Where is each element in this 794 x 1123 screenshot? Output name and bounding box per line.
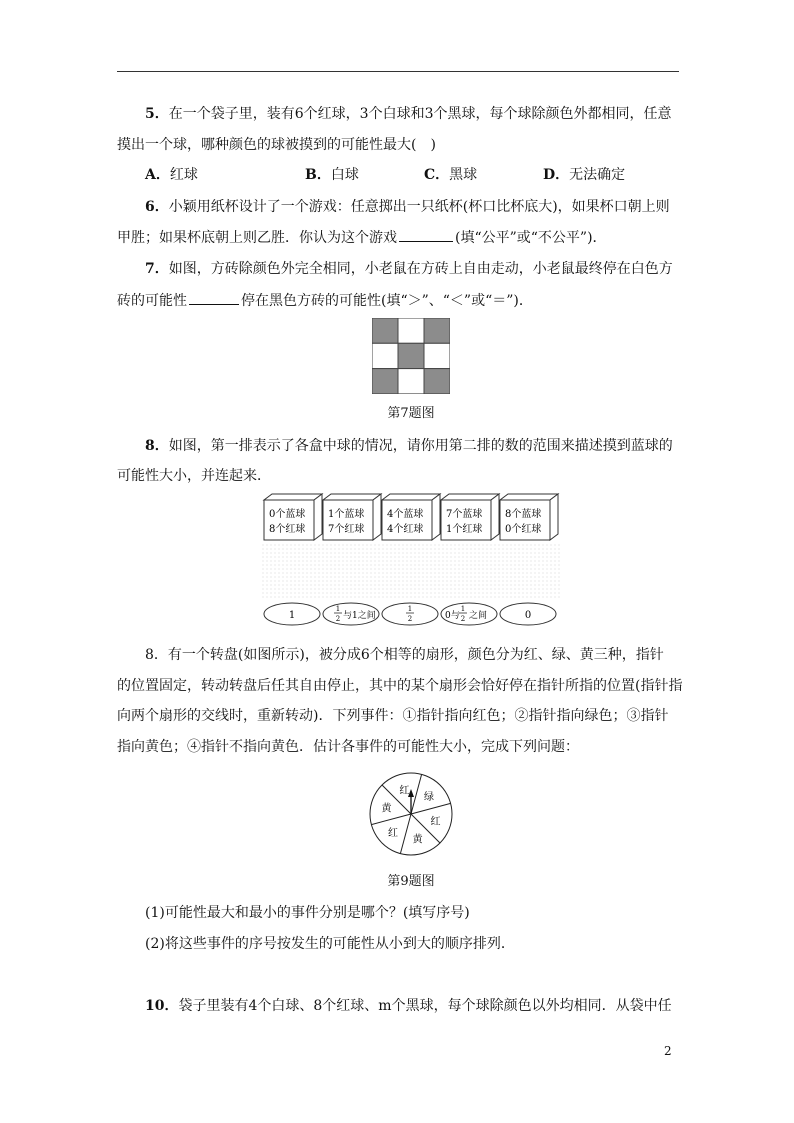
dark-tile [398, 343, 424, 368]
svg-text:与1之间: 与1之间 [343, 611, 376, 621]
q5-option-b: B．白球 [305, 167, 359, 183]
q6-line1: 6．小颖用纸杯设计了一个游戏：任意掷出一只纸杯(杯口比杯底大)，如果杯口朝上则 [145, 199, 670, 215]
spinner-sector-label: 黄 [412, 834, 423, 846]
spinner-sector-label: 红 [430, 816, 441, 828]
box-3-blue-label: 4个蓝球 [387, 509, 424, 520]
white-tile [398, 318, 424, 343]
svg-text:1: 1 [460, 605, 466, 613]
ball-box-1 [264, 494, 322, 540]
ball-box-2 [323, 494, 381, 540]
svg-text:2: 2 [407, 615, 413, 623]
svg-text:1: 1 [335, 605, 341, 613]
box-2-red-label: 7个红球 [328, 524, 365, 535]
box-5-blue-label: 8个蓝球 [505, 509, 542, 520]
svg-text:2: 2 [460, 615, 466, 623]
ball-box-5 [500, 494, 558, 540]
dark-tile [372, 369, 398, 394]
box-4-red-label: 1个红球 [446, 524, 483, 535]
box-2-blue-label: 1个蓝球 [328, 509, 365, 520]
q9-line3: 向两个扇形的交线时，重新转动)．下列事件：①指针指向红色；②指针指向绿色；③指针 [117, 708, 669, 724]
q7-tile-grid [372, 318, 450, 394]
dark-tile [424, 369, 450, 394]
svg-text:0与: 0与 [445, 611, 460, 621]
q9-caption: 第9题图 [387, 874, 435, 889]
box-1-red-label: 8个红球 [269, 524, 306, 535]
q9-spinner [367, 767, 455, 861]
q7-line1: 7．如图，方砖除颜色外完全相同，小老鼠在方砖上自由走动，小老鼠最终停在白色方 [145, 261, 673, 277]
white-tile [424, 343, 450, 368]
range-oval-3 [382, 603, 438, 625]
spinner-sector-label: 红 [388, 827, 399, 839]
range-oval-2 [323, 603, 379, 625]
q8a-line2: 可能性大小，并连起来． [117, 468, 271, 484]
header-rule [117, 71, 679, 72]
q5-line2: 摸出一个球，哪种颜色的球被摸到的可能性最大( ) [117, 137, 436, 153]
white-tile [372, 343, 398, 368]
dark-tile [424, 318, 450, 343]
q9-sub1: (1)可能性最大和最小的事件分别是哪个？(填写序号) [145, 905, 470, 921]
q7-line2: 砖的可能性 停在黑色方砖的可能性(填“＞”、“＜”或“＝”)． [117, 293, 533, 309]
page-number: 2 [664, 1044, 672, 1058]
q6-answer-blank[interactable] [399, 228, 453, 242]
q5-option-a: A．红球 [145, 167, 198, 183]
svg-text:1: 1 [407, 605, 413, 613]
q7-answer-blank[interactable] [189, 291, 239, 305]
q9-line2: 的位置固定，转动转盘后任其自由停止，其中的某个扇形会恰好停在指针所指的位置(指针指 [117, 678, 683, 694]
svg-text:之间: 之间 [469, 611, 488, 621]
range-oval-1 [264, 603, 320, 625]
ball-box-4 [441, 494, 499, 540]
q8a-line1: 8．如图，第一排表示了各盒中球的情况，请你用第二排的数的范围来描述摸到蓝球的 [145, 438, 673, 454]
white-tile [398, 369, 424, 394]
q5-option-c: C．黑球 [424, 167, 478, 183]
spinner-sector-label: 红 [399, 785, 410, 797]
svg-text:1: 1 [288, 610, 296, 621]
box-4-blue-label: 7个蓝球 [446, 509, 483, 520]
q6-line2: 甲胜；如果杯底朝上则乙胜．你认为这个游戏 (填“公平”或“不公平”)． [117, 230, 607, 246]
svg-text:0: 0 [524, 610, 532, 621]
dark-tile [372, 318, 398, 343]
range-oval-5 [500, 603, 556, 625]
q5-option-d: D．无法确定 [543, 167, 626, 183]
svg-text:2: 2 [335, 615, 341, 623]
box-5-red-label: 0个红球 [505, 524, 542, 535]
box-1-blue-label: 0个蓝球 [269, 509, 306, 520]
q9-line1: 8．有一个转盘(如图所示)，被分成6个相等的扇形，颜色分为红、绿、黄三种，指针 [145, 647, 664, 663]
q5-line1: 5．在一个袋子里，装有6个红球，3个白球和3个黑球，每个球除颜色外都相同，任意 [145, 106, 672, 122]
ball-box-3 [382, 494, 440, 540]
spinner-sector-label: 绿 [423, 792, 434, 804]
q8a-figure [262, 492, 560, 628]
q7-caption: 第7题图 [387, 406, 435, 421]
q10-line1: 10．袋子里装有4个白球、8个红球、m个黑球，每个球除颜色以外均相同．从袋中任 [145, 998, 672, 1014]
q9-sub2: (2)将这些事件的序号按发生的可能性从小到大的顺序排列． [145, 936, 515, 952]
q9-line4: 指向黄色；④指针不指向黄色．估计各事件的可能性大小，完成下列问题： [117, 739, 579, 755]
spinner-sector-label: 黄 [381, 803, 392, 815]
box-3-red-label: 4个红球 [387, 524, 424, 535]
range-oval-4 [441, 603, 497, 625]
